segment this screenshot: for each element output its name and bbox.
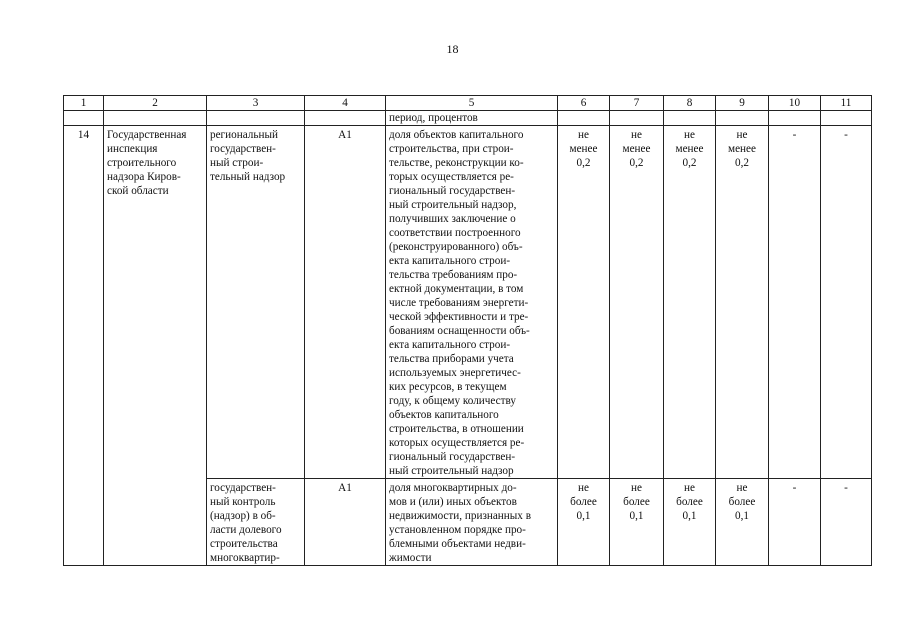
target-value [664,126,716,479]
column-number: 3 [207,96,305,111]
indicator-table [63,95,872,566]
value-line: более [570,496,597,508]
text-line: ческой эффективности и тре- [389,311,529,323]
continuation-row [64,111,872,126]
text-line: региональный [210,129,278,141]
column-number: 9 [716,96,769,111]
value-line: 0,2 [682,157,697,169]
text-line: которых осуществляется ре- [389,437,525,449]
text-line: государствен- [210,143,276,155]
value-line: не [631,482,642,494]
empty-dash: - [821,126,872,479]
text-line: получивших заключение о [389,213,516,225]
value-line: 0,1 [576,510,591,522]
indicator-description [386,126,558,479]
text-line: мов и (или) иных объектов [389,496,517,508]
text-line: ких ресурсов, в текущем [389,381,507,393]
text-line: тельства требованиям про- [389,269,518,281]
value-line: 0,2 [735,157,749,169]
value-line: менее [569,143,598,155]
text-line: соответствии построенного [389,227,521,239]
page-number: 18 [446,42,459,56]
column-number: 5 [386,96,558,111]
text-line: гиональный государствен- [389,185,516,197]
text-line: государствен- [210,482,276,494]
value-line: 0,1 [735,510,749,522]
text-line: ный контроль [210,496,276,508]
text-line: тельный надзор [210,171,286,183]
text-line: ный строительный надзор, [389,199,517,211]
value-line: более [728,496,756,508]
text-line: торых осуществляется ре- [389,171,514,183]
value-line: не [736,129,748,141]
target-value [558,126,610,479]
target-value [716,126,769,479]
column-number: 6 [558,96,610,111]
text-line: надзора Киров- [107,171,181,183]
text-line: строительства, в отношении [389,423,524,435]
text-line: екта капитального строи- [389,339,511,351]
text-line: доля многоквартирных до- [389,482,517,494]
column-number: 11 [821,96,872,111]
target-value [664,479,716,566]
column-number: 10 [769,96,821,111]
value-line: не [684,129,695,141]
value-line: не [736,482,748,494]
text-line: тельстве, реконструкции ко- [389,157,524,169]
value-line: более [623,496,650,508]
value-line: менее [675,143,704,155]
text-line: (надзор) в об- [210,510,276,522]
column-number-row [64,96,872,111]
control-type [207,479,305,566]
column-number: 8 [664,96,716,111]
text-line: екта капитального строи- [389,255,511,267]
text-line: Государственная [107,129,187,141]
value-line: не [631,129,642,141]
text-line: ласти долевого [210,524,282,536]
text-line: строительного [107,157,177,169]
indicator-description [386,479,558,566]
column-number: 2 [104,96,207,111]
column-number: 7 [610,96,664,111]
text-line: инспекция [107,143,158,155]
empty-dash: - [769,479,821,566]
text-line: многоквартир- [210,552,280,564]
target-value [716,479,769,566]
value-line: не [684,482,695,494]
text-line: году, к общему количеству [389,395,517,407]
empty-dash: - [769,126,821,479]
value-line: 0,2 [629,157,644,169]
target-value [610,479,664,566]
table-row [64,126,872,479]
text-line: строительства, при строи- [389,143,514,155]
control-type [207,126,305,479]
value-line: менее [622,143,651,155]
text-line: используемых энергетичес- [389,367,521,379]
text-line: недвижимости, признанных в [389,510,531,522]
row-number: 14 [64,126,104,566]
column-number: 4 [305,96,386,111]
column-number: 1 [64,96,104,111]
value-line: менее [728,143,756,155]
text-line: блемными объектами недви- [389,538,526,550]
continued-text: период, процентов [386,111,558,126]
text-line: установленном порядке про- [389,524,526,536]
indicator-code: А1 [305,479,386,566]
value-line: не [578,482,589,494]
value-line: 0,1 [682,510,697,522]
text-line: (реконструированного) объ- [389,241,523,253]
text-line: ектной документации, в том [389,283,524,295]
empty-dash: - [821,479,872,566]
indicator-code: А1 [305,126,386,479]
text-line: ный строи- [210,157,264,169]
target-value [610,126,664,479]
text-line: числе требованиям энергети- [389,297,529,309]
text-line: объектов капитального [389,409,499,421]
text-line: строительства [210,538,278,550]
value-line: более [676,496,703,508]
text-line: доля объектов капитального [389,129,524,141]
text-line: гиональный государствен- [389,451,516,463]
value-line: не [578,129,589,141]
text-line: тельства приборами учета [389,353,514,365]
text-line: ный строительный надзор [389,465,514,477]
value-line: 0,2 [576,157,591,169]
text-line: жимости [389,552,432,564]
agency-name [104,126,207,566]
text-line: бованиям оснащенности объ- [389,325,530,337]
target-value [558,479,610,566]
value-line: 0,1 [629,510,644,522]
text-line: ской области [107,185,169,197]
